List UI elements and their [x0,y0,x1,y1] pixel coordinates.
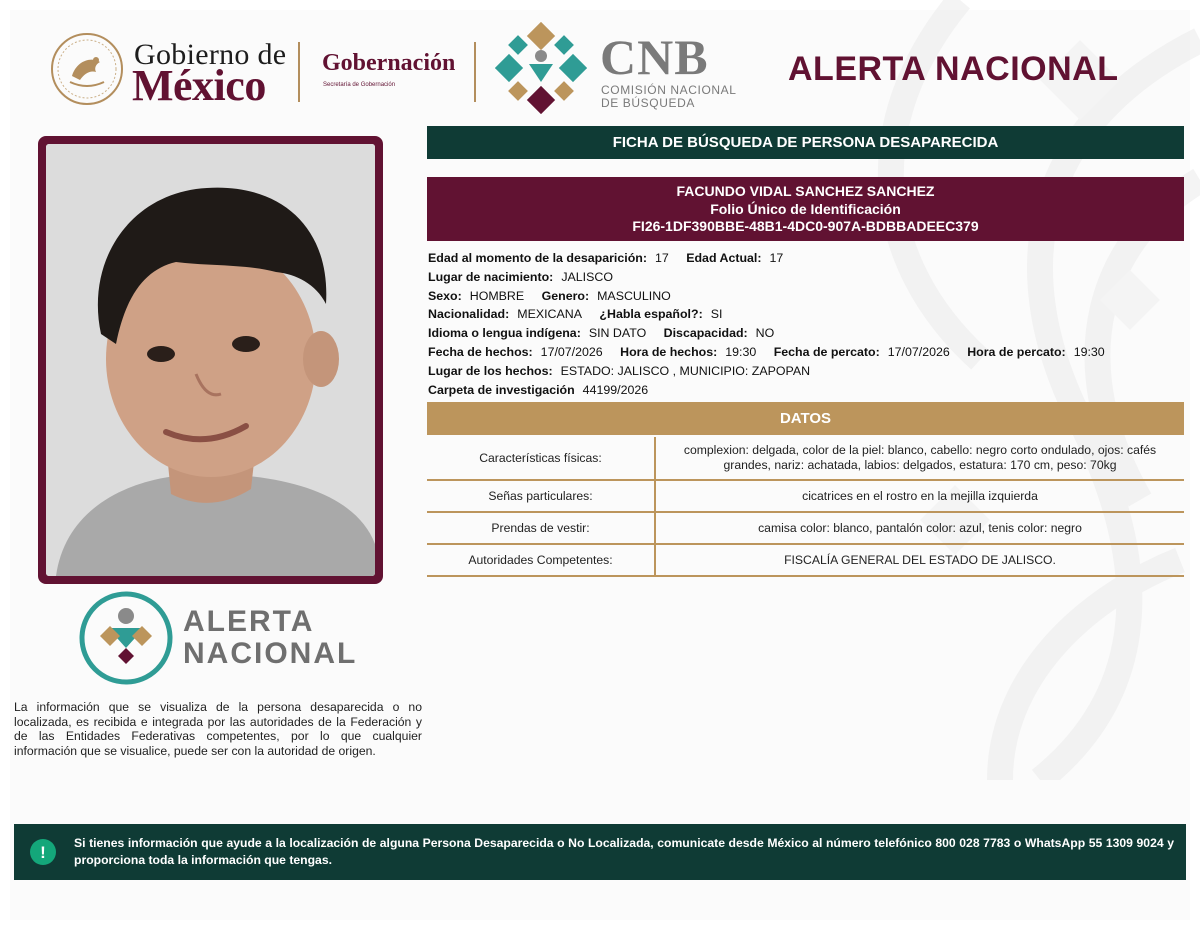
table-row [427,437,1184,480]
divider [474,42,476,102]
folio-label: Folio Único de Identificación [710,200,901,217]
sexo-value: HOMBRE [469,288,525,303]
nacionalidad-label: Nacionalidad: [428,307,510,322]
alerta-logo-line1: ALERTA [183,605,315,638]
hora-hechos-label: Hora de hechos: [620,344,718,359]
alerta-nacional-logo-text [183,606,357,670]
gob-line1: Gobierno de [134,38,287,71]
alerta-nacional-heading: ALERTA NACIONAL [788,50,1119,88]
divider [298,42,300,102]
alerta-nacional-logo-icon [78,590,174,686]
person-photo [46,144,375,576]
fecha-hechos-value: 17/07/2026 [540,344,603,359]
detail-row [428,287,1188,306]
genero-value: MASCULINO [597,288,671,303]
datos-value: FISCALÍA GENERAL DEL ESTADO DE JALISCO. [655,544,1184,576]
coat-of-arms-icon [50,32,124,106]
detail-row [428,362,1188,381]
lugar-nac-value: JALISCO [561,269,613,284]
header [0,0,1200,125]
nacionalidad-value: MEXICANA [517,307,582,322]
table-row [427,480,1184,512]
hora-hechos-value: 19:30 [725,344,757,359]
person-id-bar [427,177,1184,241]
gobernacion-logo-text: Gobernación [322,50,456,76]
table-row [427,544,1184,576]
datos-value: cicatrices en el rostro en la mejilla izquierda [655,480,1184,512]
idioma-label: Idioma o lengua indígena: [428,326,581,341]
detail-row [428,381,1188,400]
datos-title-bar [427,402,1184,435]
edad-actual-label: Edad Actual: [686,251,762,265]
datos-value: complexion: delgada, color de la piel: blanco, cabello: negro corto ondulado, ojos: cafés grandes, nariz: achatada, labios: delgados, estatura: 170 cm, peso: 70kg [655,437,1184,480]
ficha-title-bar [427,126,1184,159]
person-details [428,249,1188,399]
contact-footer [14,824,1186,880]
folio-value: FI26-1DF390BBE-48B1-4DC0-907A-BDBBADEEC379 [632,218,979,234]
disclaimer-text: La información que se visualiza de la persona desaparecida o no localizada, es recibida e integrada por las autoridades de la Federación y de las Entidades Federativas competentes, por lo que cualquier información que se visualice, puede ser con la autoridad de origen. [14,700,422,758]
cnb-subtitle [601,84,737,110]
detail-row [428,249,1188,268]
idioma-value: SIN DATO [588,326,647,341]
hora-percato-value: 19:30 [1073,344,1105,359]
alerta-logo-line2: NACIONAL [183,637,358,670]
detail-row [428,305,1188,324]
cnb-sub-line2: DE BÚSQUEDA [601,96,695,110]
datos-value: camisa color: blanco, pantalón color: azul, tenis color: negro [655,512,1184,544]
photo-frame [38,136,383,584]
lugar-hechos-label: Lugar de los hechos: [428,363,553,378]
detail-row [428,343,1188,362]
person-photo-illustration [46,144,375,576]
carpeta-label: Carpeta de investigación [428,382,575,397]
contact-text: Si tienes información que ayude a la localización de alguna Persona Desaparecida o No Localizada, comunicate desde México al número telefónico 800 028 7783 o WhatsApp 55 1309 9024 y proporciona toda la información que tengas. [74,836,1174,867]
cnb-title: CNB [600,29,709,85]
exclamation-icon: ! [30,839,56,865]
habla-value: SI [710,307,723,322]
fecha-percato-value: 17/07/2026 [887,344,950,359]
edad-desap-label: Edad al momento de la desaparición: [428,251,647,265]
datos-label: Características físicas: [427,437,655,480]
lugar-nac-label: Lugar de nacimiento: [428,269,554,284]
cnb-logo-icon [495,22,587,114]
edad-desap-value: 17 [654,251,669,265]
discapacidad-value: NO [755,326,775,341]
carpeta-value: 44199/2026 [582,382,649,397]
datos-label: Señas particulares: [427,480,655,512]
discapacidad-label: Discapacidad: [663,326,748,341]
datos-label: Autoridades Competentes: [427,544,655,576]
ficha-title: FICHA DE BÚSQUEDA DE PERSONA DESAPARECIDA [612,134,999,151]
person-name: FACUNDO VIDAL SANCHEZ SANCHEZ [676,183,935,199]
fecha-percato-label: Fecha de percato: [773,344,880,359]
gobernacion-subtitle: Secretaría de Gobernación [323,82,396,88]
genero-label: Genero: [541,288,590,303]
edad-actual-value: 17 [769,251,784,265]
gob-line2: México [132,61,266,110]
datos-table [427,437,1184,577]
detail-row [428,324,1188,343]
sexo-label: Sexo: [428,288,462,303]
fecha-hechos-label: Fecha de hechos: [428,344,533,359]
datos-label: Prendas de vestir: [427,512,655,544]
habla-label: ¿Habla español?: [599,307,703,322]
datos-title: DATOS [779,410,832,427]
detail-row [428,268,1188,287]
cnb-sub-line1: COMISIÓN NACIONAL [601,83,737,97]
table-row [427,512,1184,544]
lugar-hechos-value: ESTADO: JALISCO , MUNICIPIO: ZAPOPAN [560,363,811,378]
hora-percato-label: Hora de percato: [967,344,1066,359]
